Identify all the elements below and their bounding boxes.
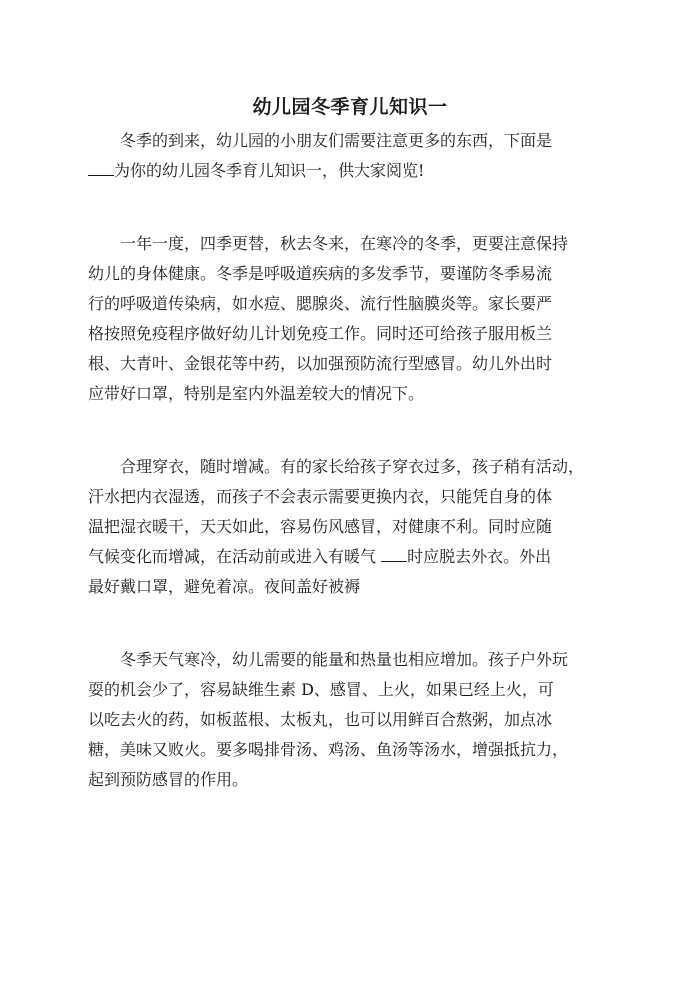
fill-in-blank (88, 161, 114, 176)
intro-line-2-text: 为你的幼儿园冬季育儿知识一，供大家阅览! (114, 161, 425, 180)
paragraph-2 (88, 452, 633, 602)
document-title: 幼儿园冬季育儿知识一 (252, 96, 448, 118)
paragraph-3 (88, 645, 633, 795)
p2-line-1: 合理穿衣，随时增减。有的家长给孩子穿衣过多，孩子稍有活动， (120, 457, 585, 476)
p3-line-5: 起到预防感冒的作用。 (88, 770, 249, 789)
p1-line-3: 行的呼吸道传染病，如水痘、腮腺炎、流行性脑膜炎等。家长要严 (88, 294, 553, 313)
p2-line-3: 温把湿衣暖干，天天如此，容易伤风感冒，对健康不利。同时应随 (88, 517, 553, 536)
p3-line-2: 耍的机会少了，容易缺维生素 D、感冒、上火，如果已经上火，可 (88, 680, 554, 699)
p2-line-2: 汗水把内衣湿透，而孩子不会表示需要更换内衣，只能凭自身的体 (88, 487, 553, 506)
intro-paragraph (88, 126, 633, 186)
p2-line-4 (88, 542, 633, 572)
p1-line-2: 幼儿的身体健康。冬季是呼吸道疾病的多发季节，要谨防冬季易流 (88, 264, 553, 283)
paragraph-1 (88, 229, 633, 409)
p2-line-4-end: 时应脱去外衣。外出 (407, 547, 552, 566)
fill-in-blank (381, 547, 407, 562)
p1-line-5: 根、大青叶、金银花等中药，以加强预防流行型感冒。幼儿外出时 (88, 354, 553, 373)
p1-line-6: 应带好口罩，特别是室内外温差较大的情况下。 (88, 384, 425, 403)
p2-line-4-start: 气候变化而增减，在活动前或进入有暖气 (88, 547, 382, 566)
p3-line-3: 以吃去火的药，如板蓝根、太板丸，也可以用鲜百合熬粥，加点冰 (88, 710, 553, 729)
intro-line-1: 冬季的到来，幼儿园的小朋友们需要注意更多的东西，下面是 (120, 131, 553, 150)
p1-line-1: 一年一度，四季更替，秋去冬来，在寒冷的冬季，更要注意保持 (120, 234, 569, 253)
intro-line-2 (88, 156, 633, 186)
p3-line-4: 糖，美味又败火。要多喝排骨汤、鸡汤、鱼汤等汤水，增强抵抗力， (88, 740, 569, 759)
document-body (88, 126, 633, 795)
p2-line-5: 最好戴口罩，避免着凉。夜间盖好被褥 (88, 577, 361, 596)
p3-line-1: 冬季天气寒冷，幼儿需要的能量和热量也相应增加。孩子户外玩 (120, 650, 569, 669)
p1-line-4: 格按照免疫程序做好幼儿计划免疫工作。同时还可给孩子服用板兰 (88, 324, 553, 343)
